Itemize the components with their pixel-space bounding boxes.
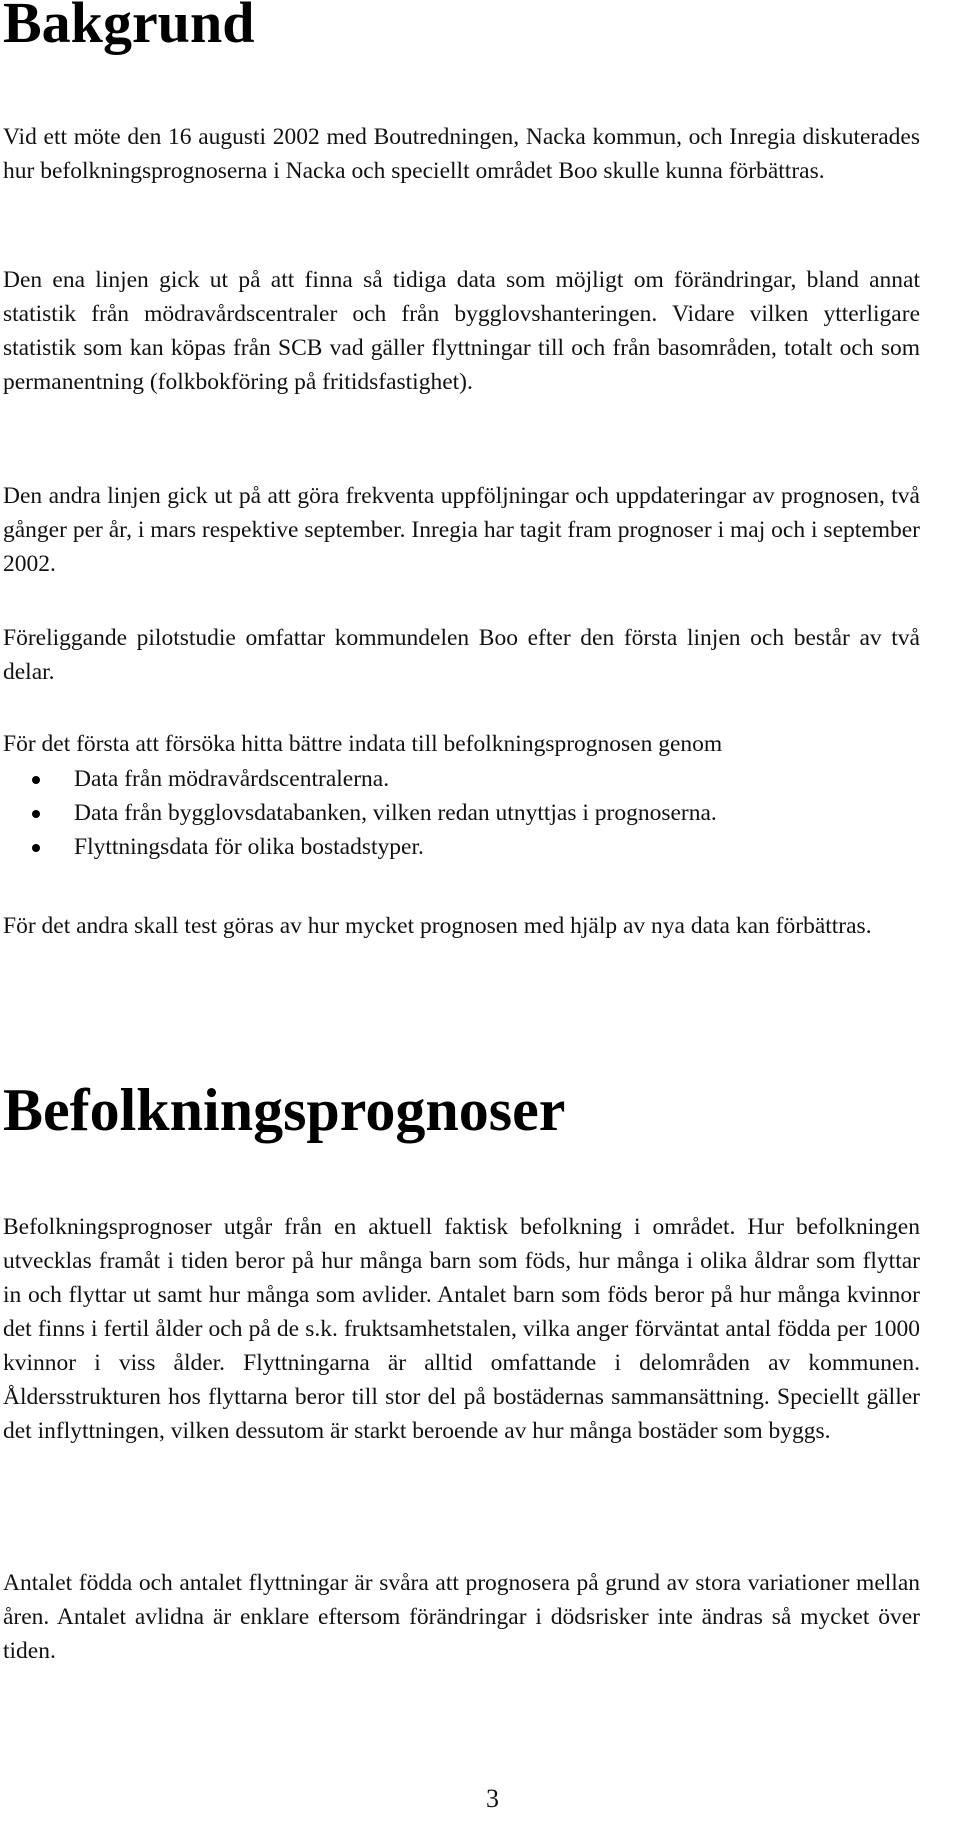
- bullet-icon: [32, 776, 40, 784]
- paragraph-second-line: Den andra linjen gick ut på att göra frekventa uppföljningar och uppdateringar av prognosen, två gånger per år, i mars respektive september. Inregia har tagit fram prognoser i maj och i september 2002.: [3, 483, 920, 577]
- bullet-icon: [32, 844, 40, 852]
- paragraph-intro: Vid ett möte den 16 augusti 2002 med Boutredningen, Nacka kommun, och Inregia diskuterades hur befolkningsprognoserna i Nacka och speciellt området Boo skulle kunna förbättras.: [3, 124, 920, 184]
- paragraph-forecast-basis: Befolkningsprognoser utgår från en aktuell faktisk befolkning i området. Hur befolkningen utvecklas framåt i tiden beror på hur många barn som föds, hur många i olika åldrar som flyttar in och flyttar ut samt hur många som avlider. Antalet barn som föds beror på hur många kvinnor det finns i fertil ålder och på de s.k. fruktsamhetstalen, vilka anger förväntat antal födda per 1000 kvinnor i viss ålder. Flyttningarna är alltid omfattande i delområden av kommunen. Åldersstrukturen hos flyttarna beror till stor del på bostädernas sammansättning. Speciellt gäller det inflyttningen, vilken dessutom är starkt beroende av hur många bostäder som byggs.: [3, 1214, 920, 1444]
- list-item-text: Data från bygglovsdatabanken, vilken redan utnyttjas i prognoserna.: [74, 800, 717, 826]
- heading-bakgrund: Bakgrund: [3, 0, 255, 55]
- list-item: [10, 830, 717, 864]
- paragraph-first-part: För det första att försöka hitta bättre indata till befolkningsprognosen genom: [3, 731, 723, 757]
- heading-befolkningsprognoser: Befolkningsprognoser: [3, 1077, 566, 1143]
- paragraph-first-line: Den ena linjen gick ut på att finna så tidiga data som möjligt om förändringar, bland annat statistik från mödravårdscentraler och från bygglovshanteringen. Vidare vilken ytterligare statistik som kan köpas från SCB vad gäller flyttningar till och från basområden, totalt och som permanentning (folkbokföring på fritidsfastighet).: [3, 267, 920, 395]
- paragraph-second-part: För det andra skall test göras av hur mycket prognosen med hjälp av nya data kan förbättras.: [3, 913, 872, 939]
- list-item-text: Flyttningsdata för olika bostadstyper.: [74, 834, 424, 860]
- paragraph-pilot-study: Föreliggande pilotstudie omfattar kommundelen Boo efter den första linjen och består av två delar.: [3, 625, 920, 685]
- paragraph-forecast-difficulty: Antalet födda och antalet flyttningar är svåra att prognosera på grund av stora variationer mellan åren. Antalet avlidna är enklare eftersom förändringar i dödsrisker inte ändras så mycket över tiden.: [3, 1570, 920, 1664]
- bullet-icon: [32, 810, 40, 818]
- list-item: [10, 762, 717, 796]
- bullet-list: [10, 762, 717, 864]
- page-number: 3: [486, 1784, 499, 1813]
- list-item-text: Data från mödravårdscentralerna.: [74, 766, 390, 792]
- list-item: [10, 796, 717, 830]
